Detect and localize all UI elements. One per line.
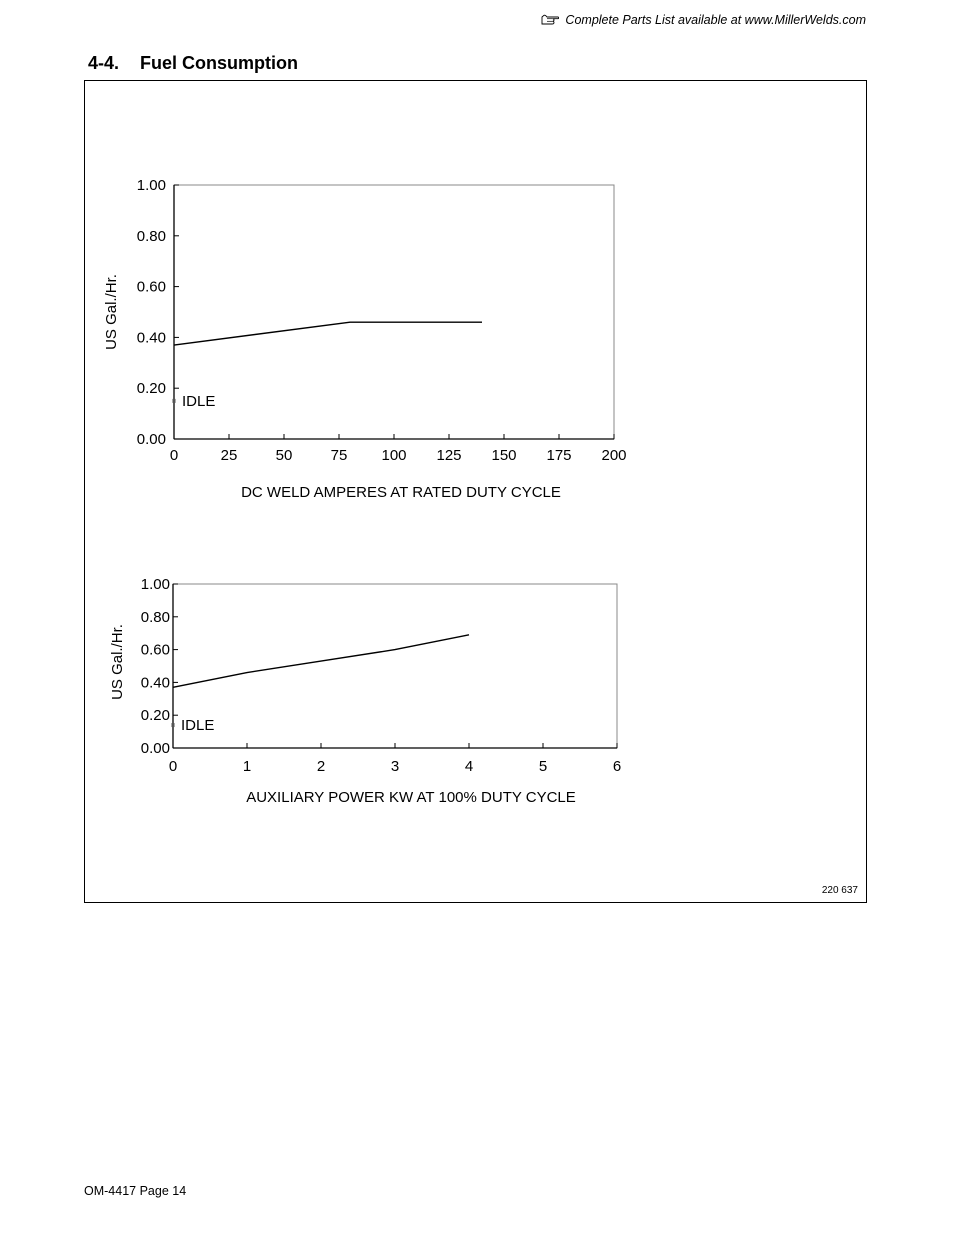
x-tick-label: 2: [316, 758, 326, 775]
y-tick-label: 0.20: [140, 707, 170, 725]
parts-list-note: [541, 13, 866, 27]
y-tick-label: 0.20: [136, 380, 166, 398]
y-tick-label: 0.40: [140, 674, 170, 692]
x-tick-label: 0: [168, 758, 178, 775]
y-tick-label: 1.00: [136, 177, 166, 194]
x-tick-label: 200: [601, 447, 627, 464]
x-tick-label: 3: [390, 758, 400, 775]
x-axis-label: DC WELD AMPERES AT RATED DUTY CYCLE: [241, 484, 561, 501]
fuel-consumption-line: [173, 635, 469, 687]
y-tick-label: 0.00: [140, 740, 170, 757]
plot-area: [173, 584, 617, 748]
y-tick-label: 0.00: [136, 431, 166, 448]
x-tick-label: 75: [330, 447, 348, 464]
x-tick-label: 0: [169, 447, 179, 464]
y-tick-label: 0.80: [136, 227, 166, 245]
idle-label: IDLE: [182, 392, 216, 410]
x-tick-label: 6: [612, 758, 622, 775]
y-tick-label: 0.80: [140, 608, 170, 626]
figure-frame: [84, 80, 867, 903]
x-axis-label: AUXILIARY POWER KW AT 100% DUTY CYCLE: [246, 789, 576, 806]
section-number: 4-4.: [88, 53, 120, 73]
y-axis-label: US Gal./Hr.: [103, 274, 120, 350]
x-tick-label: 1: [242, 758, 252, 775]
y-tick-label: 0.40: [136, 329, 166, 347]
section-title: [88, 53, 298, 74]
y-tick-label: 0.60: [140, 641, 170, 659]
figure-id: 220 637: [821, 885, 858, 896]
y-tick-label: 1.00: [140, 576, 170, 593]
x-tick-label: 25: [220, 447, 238, 464]
x-tick-label: 50: [275, 447, 293, 464]
x-tick-label: 5: [538, 758, 548, 775]
x-tick-label: 125: [436, 447, 462, 464]
parts-list-note-text: Complete Parts List available at www.MillerWelds.com: [565, 13, 866, 27]
x-tick-label: 4: [464, 758, 474, 775]
x-tick-label: 100: [381, 447, 407, 464]
y-tick-label: 0.60: [136, 278, 166, 296]
pointing-hand-icon: [541, 14, 559, 26]
page-footer: OM-4417 Page 14: [84, 1184, 187, 1198]
y-axis-label: US Gal./Hr.: [109, 624, 126, 700]
idle-label: IDLE: [181, 717, 215, 735]
idle-marker: [172, 723, 175, 727]
x-tick-label: 150: [491, 447, 517, 464]
section-title-text: Fuel Consumption: [140, 53, 298, 73]
auxiliary-power-fuel-chart: [85, 81, 868, 904]
x-tick-label: 175: [546, 447, 572, 464]
